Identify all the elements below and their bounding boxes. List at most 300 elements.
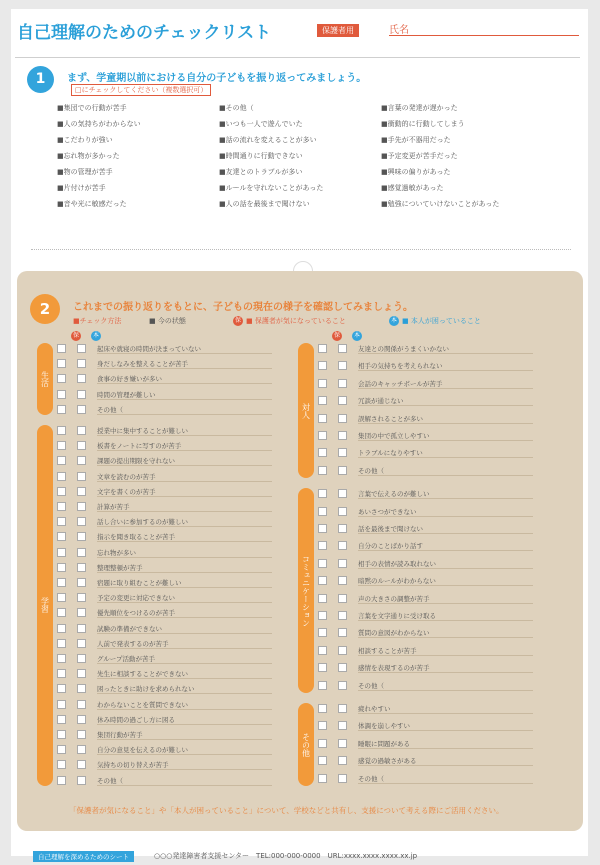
checklist-row (57, 373, 272, 385)
parent-checkbox[interactable] (318, 524, 327, 533)
child-checkbox[interactable] (77, 517, 86, 526)
parent-checkbox[interactable] (57, 405, 66, 414)
child-checkbox[interactable] (77, 502, 86, 511)
row-label: グループ活動が苦手 (97, 655, 155, 663)
section-1-item[interactable]: ■音や光に敏感だった (57, 200, 127, 208)
row-underline (358, 475, 533, 476)
parent-column-icon: 保 (72, 332, 79, 339)
footer-bar: 自己理解を深めるためのシート (33, 851, 134, 862)
checklist-row (57, 653, 272, 665)
child-checkbox[interactable] (338, 448, 347, 457)
parent-checkbox[interactable] (57, 715, 66, 724)
legend-parent: 保 ■ 保護者が気になっていること (234, 317, 346, 325)
checklist-row (318, 558, 533, 570)
parent-checkbox[interactable] (318, 361, 327, 370)
child-checkbox[interactable] (338, 431, 347, 440)
child-checkbox[interactable] (338, 489, 347, 498)
category-label: 生活 (37, 343, 53, 415)
row-label: その他（ (97, 405, 123, 414)
row-underline (97, 785, 272, 786)
parent-checkbox[interactable] (318, 681, 327, 690)
footer-org: ○○○発達障害者支援センター TEL:000-000-0000 URL:xxxx.xxxx.xxxx.xx.jp (154, 852, 418, 860)
child-checkbox[interactable] (77, 548, 86, 557)
parent-checkbox[interactable] (57, 532, 66, 541)
checklist-row (318, 738, 533, 750)
row-underline (97, 481, 272, 482)
section-1-item[interactable]: ■勉強についていけないことがあった (381, 200, 500, 208)
checklist-row (318, 360, 533, 372)
parent-checkbox[interactable] (57, 578, 66, 587)
row-underline (358, 533, 533, 534)
child-checkbox[interactable] (338, 379, 347, 388)
section-1-item[interactable]: ■ルールを守れないことがあった (219, 184, 324, 192)
checklist-row (57, 729, 272, 741)
section-1-item[interactable]: ■衝動的に行動してしまう (381, 120, 465, 128)
parent-checkbox[interactable] (318, 559, 327, 568)
checklist-row (57, 455, 272, 467)
row-label: 会話のキャッチボールが苦手 (358, 379, 443, 388)
row-label: 自分のことばかり話す (358, 542, 423, 551)
row-label: 言葉で伝えるのが難しい (358, 490, 430, 499)
checklist-row (57, 425, 272, 437)
row-label: 試験の準備ができない (97, 624, 162, 633)
parent-checkbox[interactable] (57, 487, 66, 496)
checklist-row (57, 547, 272, 559)
section-1-item[interactable]: ■その他（ (219, 104, 254, 112)
child-checkbox[interactable] (77, 441, 86, 450)
parent-checkbox[interactable] (318, 628, 327, 637)
parent-checkbox[interactable] (57, 745, 66, 754)
row-underline (97, 496, 272, 497)
section-2-number: 2 (30, 294, 60, 324)
parent-checkbox[interactable] (57, 441, 66, 450)
checklist-row (57, 343, 272, 355)
parent-checkbox[interactable] (57, 359, 66, 368)
checklist-row (318, 593, 533, 605)
row-underline (358, 550, 533, 551)
child-checkbox[interactable] (77, 487, 86, 496)
child-checkbox[interactable] (338, 704, 347, 713)
checklist-row (318, 703, 533, 715)
row-underline (358, 568, 533, 569)
child-checkbox[interactable] (338, 541, 347, 550)
row-label: トラブルになりやすい (358, 449, 423, 458)
checklist-row (318, 465, 533, 477)
checklist-row (57, 389, 272, 401)
checklist-row (318, 755, 533, 767)
parent-checkbox[interactable] (318, 507, 327, 516)
name-label: 氏名 (389, 25, 409, 36)
checklist-row (57, 607, 272, 619)
section-1-item[interactable]: ■人の話を最後まで聞けない (219, 200, 310, 208)
row-underline (97, 572, 272, 573)
parent-checkbox[interactable] (57, 730, 66, 739)
child-column-icon: 本 (92, 332, 99, 339)
row-label: 体調を崩しやすい (358, 722, 410, 731)
checklist-row (57, 531, 272, 543)
section-1-item[interactable]: ■興味の偏りがあった (381, 168, 451, 176)
parent-checkbox[interactable] (57, 624, 66, 633)
row-underline (97, 450, 272, 451)
checklist-row (57, 404, 272, 416)
category-label: その他 (298, 703, 314, 786)
row-label: 相手の気持ちを考えられない (358, 362, 443, 371)
row-label: 疲れやすい (358, 705, 391, 713)
child-checkbox[interactable] (77, 426, 86, 435)
checklist-row (57, 577, 272, 589)
child-checkbox[interactable] (338, 396, 347, 405)
row-underline (97, 739, 272, 740)
section-1-item[interactable]: ■いつも一人で遊んでいた (219, 120, 303, 128)
parent-checkbox[interactable] (318, 379, 327, 388)
checklist-row (318, 645, 533, 657)
child-checkbox[interactable] (77, 593, 86, 602)
category-label: コミュニケーション (298, 488, 314, 693)
checklist-row (318, 523, 533, 535)
child-dot-icon: 本 (390, 317, 397, 324)
checklist-row (57, 623, 272, 635)
row-label: 話し合いに参加するのが難しい (97, 518, 188, 527)
child-checkbox[interactable] (338, 721, 347, 730)
checklist-row (318, 720, 533, 732)
checklist-row (57, 471, 272, 483)
row-label: 文字を書くのが苦手 (97, 487, 156, 496)
parent-checkbox[interactable] (57, 502, 66, 511)
parent-checkbox[interactable] (57, 426, 66, 435)
child-checkbox[interactable] (338, 646, 347, 655)
child-checkbox[interactable] (338, 576, 347, 585)
row-underline (358, 672, 533, 673)
row-label: 誤解されることが多い (358, 414, 423, 423)
row-label: 計算が苦手 (97, 503, 130, 511)
child-checkbox[interactable] (338, 414, 347, 423)
row-label: その他（ (358, 774, 384, 783)
row-underline (358, 388, 533, 389)
checklist-row (318, 488, 533, 500)
row-label: 食事の好き嫌いが多い (97, 375, 162, 384)
parent-checkbox[interactable] (318, 594, 327, 603)
parent-checkbox[interactable] (318, 721, 327, 730)
child-checkbox[interactable] (77, 669, 86, 678)
checklist-row (318, 540, 533, 552)
row-label: 身だしなみを整えることが苦手 (97, 360, 188, 369)
checklist-row (318, 378, 533, 390)
section-1-item[interactable]: ■集団での行動が苦手 (57, 104, 127, 112)
row-label: あいさつができない (358, 507, 417, 516)
child-checkbox[interactable] (77, 654, 86, 663)
section-1-item[interactable]: ■予定変更が苦手だった (381, 152, 458, 160)
child-checkbox[interactable] (77, 715, 86, 724)
section-1-item[interactable]: ■話の流れを変えることが多い (219, 136, 317, 144)
child-checkbox[interactable] (77, 578, 86, 587)
child-checkbox[interactable] (338, 594, 347, 603)
child-checkbox[interactable] (338, 756, 347, 765)
checklist-row (318, 447, 533, 459)
row-underline (358, 637, 533, 638)
parent-checkbox[interactable] (57, 563, 66, 572)
checklist-row (57, 775, 272, 787)
child-checkbox[interactable] (77, 344, 86, 353)
row-underline (358, 603, 533, 604)
row-label: 予定の変更に対応できない (97, 594, 175, 603)
row-label: 暗黙のルールがわからない (358, 577, 436, 586)
checklist-row (57, 683, 272, 695)
child-checkbox[interactable] (77, 639, 86, 648)
row-underline (358, 713, 533, 714)
checklist-row (318, 395, 533, 407)
row-label: 睡眠に問題がある (358, 739, 410, 748)
row-underline (97, 541, 272, 542)
parent-checkbox[interactable] (318, 704, 327, 713)
row-label: 優先順位をつけるのが苦手 (97, 609, 175, 618)
row-label: 先生に相談することができない (97, 670, 188, 679)
row-underline (97, 693, 272, 694)
row-underline (97, 648, 272, 649)
row-label: 友達との関係がうまくいかない (358, 345, 449, 353)
checklist-page (11, 9, 588, 861)
parent-checkbox[interactable] (318, 774, 327, 783)
row-label: 起床や就寝の時間が決まっていない (97, 345, 201, 353)
row-label: 授業中に集中することが難しい (97, 427, 188, 435)
checklist-row (318, 610, 533, 622)
checklist-row (57, 592, 272, 604)
checklist-row (57, 638, 272, 650)
section-1-item[interactable]: ■感覚過敏があった (381, 184, 444, 192)
parent-checkbox[interactable] (318, 448, 327, 457)
parent-checkbox[interactable] (318, 739, 327, 748)
parent-checkbox[interactable] (57, 344, 66, 353)
row-underline (97, 754, 272, 755)
parent-checkbox[interactable] (57, 390, 66, 399)
parent-checkbox[interactable] (57, 608, 66, 617)
child-checkbox[interactable] (77, 684, 86, 693)
section-1-subheading: □にチェックしてください（複数選択可） (71, 84, 211, 96)
section-1-item[interactable]: ■物の管理が苦手 (57, 168, 113, 176)
row-underline (97, 633, 272, 634)
row-label: 集団の中で孤立しやすい (358, 432, 430, 440)
row-label: 集団行動が苦手 (97, 731, 143, 739)
name-field[interactable] (389, 21, 579, 36)
parent-checkbox[interactable] (318, 756, 327, 765)
row-label: 質問の意図がわからない (358, 629, 430, 638)
row-label: 忘れ物が多い (97, 548, 136, 557)
section-1-item[interactable]: ■友達とのトラブルが多い (219, 168, 303, 176)
checklist-row (318, 662, 533, 674)
row-label: その他（ (97, 776, 123, 785)
row-label: 冗談が通じない (358, 397, 404, 406)
row-underline (358, 405, 533, 406)
parent-checkbox[interactable] (57, 456, 66, 465)
section-2-heading: これまでの振り返りをもとに、子どもの現在の様子を確認してみましょう。 (73, 302, 413, 313)
row-underline (358, 783, 533, 784)
parent-checkbox[interactable] (57, 760, 66, 769)
parent-checkbox[interactable] (318, 489, 327, 498)
child-checkbox[interactable] (338, 344, 347, 353)
checklist-row (57, 516, 272, 528)
row-label: 話を最後まで聞けない (358, 525, 423, 533)
child-checkbox[interactable] (77, 359, 86, 368)
section-1-item[interactable]: ■言葉の発達が遅かった (381, 104, 458, 112)
row-underline (358, 457, 533, 458)
row-underline (97, 709, 272, 710)
child-checkbox[interactable] (77, 456, 86, 465)
row-underline (97, 587, 272, 588)
row-label: 課題の提出期限を守れない (97, 457, 175, 466)
row-underline (97, 663, 272, 664)
row-label: 感覚の過敏さがある (358, 757, 417, 766)
section-1-heading: まず、学童期以前における自分の子どもを振り返ってみましょう。 (67, 73, 367, 84)
checklist-row (318, 506, 533, 518)
child-checkbox[interactable] (338, 739, 347, 748)
checklist-row (318, 627, 533, 639)
section-1-item[interactable]: ■こだわりが強い (57, 136, 113, 144)
row-underline (358, 370, 533, 371)
row-underline (97, 399, 272, 400)
child-checkbox[interactable] (77, 700, 86, 709)
row-underline (97, 769, 272, 770)
checklist-row (57, 714, 272, 726)
parent-checkbox[interactable] (57, 654, 66, 663)
row-label: 感情を表現するのが苦手 (358, 664, 430, 673)
row-underline (358, 423, 533, 424)
legend-current: ■ 今の状態 (149, 317, 186, 325)
row-underline (97, 557, 272, 558)
parent-checkbox[interactable] (57, 700, 66, 709)
parent-checkbox[interactable] (318, 344, 327, 353)
checklist-row (318, 430, 533, 442)
parent-checkbox[interactable] (57, 776, 66, 785)
parent-checkbox[interactable] (318, 396, 327, 405)
child-checkbox[interactable] (77, 563, 86, 572)
row-label: 気持ちの切り替えが苦手 (97, 761, 169, 770)
row-underline (358, 440, 533, 441)
row-underline (358, 585, 533, 586)
row-label: その他（ (358, 681, 384, 690)
child-checkbox[interactable] (77, 374, 86, 383)
row-underline (358, 516, 533, 517)
row-underline (358, 498, 533, 499)
parent-checkbox[interactable] (318, 611, 327, 620)
row-underline (97, 414, 272, 415)
section-1-number: 1 (27, 66, 54, 93)
parent-checkbox[interactable] (57, 684, 66, 693)
legend-child: 本 ■ 本人が困っていること (390, 317, 481, 325)
checklist-row (57, 668, 272, 680)
child-checkbox[interactable] (77, 745, 86, 754)
child-checkbox[interactable] (77, 405, 86, 414)
parent-checkbox[interactable] (318, 431, 327, 440)
child-checkbox[interactable] (338, 774, 347, 783)
child-checkbox[interactable] (338, 361, 347, 370)
parent-checkbox[interactable] (57, 639, 66, 648)
checklist-row (318, 343, 533, 355)
checklist-row (318, 413, 533, 425)
row-underline (97, 368, 272, 369)
row-label: 言葉を文字通りに受け取る (358, 612, 436, 620)
row-label: 相談することが苦手 (358, 646, 417, 655)
row-label: 自分の意見を伝えるのが難しい (97, 746, 188, 755)
child-checkbox[interactable] (77, 624, 86, 633)
child-checkbox[interactable] (338, 628, 347, 637)
parent-checkbox[interactable] (318, 646, 327, 655)
parent-checkbox[interactable] (57, 374, 66, 383)
row-underline (97, 511, 272, 512)
row-label: 文章を読むのが苦手 (97, 472, 156, 481)
child-checkbox[interactable] (77, 390, 86, 399)
section-1-item[interactable]: ■片付けが苦手 (57, 184, 106, 192)
parent-checkbox[interactable] (57, 548, 66, 557)
row-underline (358, 655, 533, 656)
parent-checkbox[interactable] (318, 576, 327, 585)
child-checkbox[interactable] (338, 507, 347, 516)
parent-checkbox[interactable] (57, 669, 66, 678)
row-underline (97, 383, 272, 384)
child-checkbox[interactable] (77, 472, 86, 481)
section-1-item[interactable]: ■手先が不器用だった (381, 136, 451, 144)
child-checkbox[interactable] (338, 559, 347, 568)
legend-label: ■チェック方法 (73, 317, 122, 325)
child-checkbox[interactable] (77, 730, 86, 739)
row-label: 指示を聞き取ることが苦手 (97, 533, 175, 542)
row-underline (358, 353, 533, 354)
child-checkbox[interactable] (77, 760, 86, 769)
row-label: 休み時間の過ごし方に困る (97, 715, 175, 724)
row-label: 困ったときに助けを求められない (97, 685, 195, 694)
audience-badge: 保護者用 (317, 24, 359, 37)
row-underline (358, 765, 533, 766)
checklist-row (57, 562, 272, 574)
parent-checkbox[interactable] (57, 593, 66, 602)
parent-checkbox[interactable] (57, 517, 66, 526)
parent-checkbox[interactable] (318, 541, 327, 550)
section-1-item[interactable]: ■時間通りに行動できない (219, 152, 303, 160)
row-underline (97, 602, 272, 603)
category-label: 対人 (298, 343, 314, 478)
checklist-row (57, 440, 272, 452)
row-underline (358, 730, 533, 731)
child-checkbox[interactable] (338, 466, 347, 475)
page-title: 自己理解のためのチェックリスト (17, 23, 272, 43)
checklist-row (318, 680, 533, 692)
row-label: 相手の表情が読み取れない (358, 559, 436, 568)
parent-column-icon: 保 (333, 332, 340, 339)
child-checkbox[interactable] (338, 524, 347, 533)
row-label: 整理整頓が苦手 (97, 563, 143, 572)
child-checkbox[interactable] (338, 663, 347, 672)
child-checkbox[interactable] (77, 608, 86, 617)
parent-checkbox[interactable] (318, 466, 327, 475)
checklist-row (57, 486, 272, 498)
section-1-item[interactable]: ■人の気持ちがわからない (57, 120, 141, 128)
parent-checkbox[interactable] (57, 472, 66, 481)
row-label: 板書をノートに写すのが苦手 (97, 442, 182, 451)
section-1-item[interactable]: ■忘れ物が多かった (57, 152, 120, 160)
row-underline (97, 353, 272, 354)
parent-checkbox[interactable] (318, 663, 327, 672)
child-column-icon: 本 (353, 332, 360, 339)
child-checkbox[interactable] (77, 532, 86, 541)
checklist-row (57, 759, 272, 771)
child-checkbox[interactable] (77, 776, 86, 785)
checklist-row (318, 773, 533, 785)
child-checkbox[interactable] (338, 611, 347, 620)
row-underline (358, 690, 533, 691)
row-label: 声の大きさの調整が苦手 (358, 594, 430, 603)
category-label: 学習 (37, 425, 53, 786)
child-checkbox[interactable] (338, 681, 347, 690)
parent-checkbox[interactable] (318, 414, 327, 423)
checklist-row (57, 358, 272, 370)
